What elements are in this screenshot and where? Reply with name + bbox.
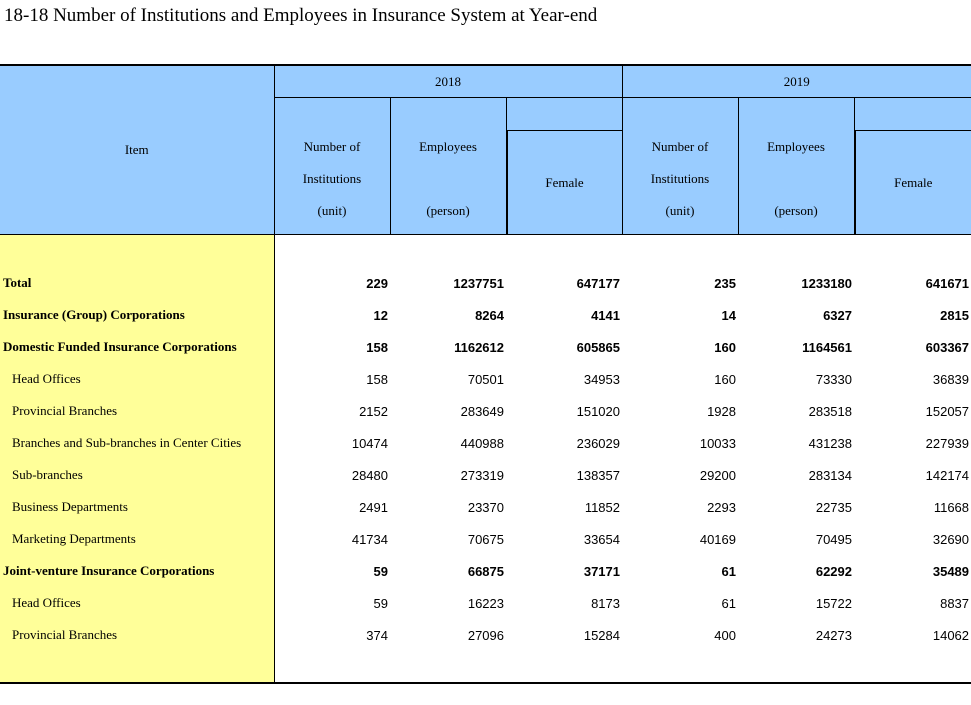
table-row <box>0 459 971 491</box>
cell-employees-2019: 431238 <box>808 435 852 451</box>
cell-institutions-2019: 61 <box>721 563 736 579</box>
table-row <box>0 523 971 555</box>
employees-header-2018: Employees (person) <box>390 98 506 235</box>
cell-female-2018: 37171 <box>583 563 620 579</box>
row-label: Business Departments <box>0 491 274 523</box>
row-label: Provincial Branches <box>0 619 274 651</box>
cell-female-2018: 8173 <box>591 595 620 611</box>
cell-employees-2018: 70501 <box>467 371 504 387</box>
table-row <box>0 363 971 395</box>
cell-female-2018: 605865 <box>576 339 620 355</box>
row-label: Total <box>0 267 274 299</box>
table-row <box>0 619 971 651</box>
cell-female-2019: 14062 <box>932 627 970 643</box>
cell-institutions-2018: 158 <box>366 339 388 355</box>
row-label: Domestic Funded Insurance Corporations <box>0 331 274 363</box>
cell-employees-2019: 24273 <box>815 627 852 643</box>
cell-employees-2018: 283649 <box>460 403 504 419</box>
cell-institutions-2019: 10033 <box>699 435 736 451</box>
cell-institutions-2019: 14 <box>721 307 736 323</box>
institutions-header-2019: Number of Institutions (unit) <box>622 98 738 235</box>
cell-female-2018: 33654 <box>583 531 620 547</box>
page-title: 18-18 Number of Institutions and Employees in Insurance System at Year-end <box>4 5 598 26</box>
cell-employees-2018: 1162612 <box>454 339 504 355</box>
cell-employees-2019: 1164561 <box>802 339 852 355</box>
cell-female-2019: 2815 <box>940 307 970 323</box>
cell-employees-2018: 8264 <box>475 307 504 323</box>
year-header-2019: 2019 <box>622 65 971 98</box>
row-label: Head Offices <box>0 363 274 395</box>
cell-institutions-2018: 59 <box>373 563 388 579</box>
table-row <box>0 491 971 523</box>
female-header-2018: Female <box>506 98 622 235</box>
cell-female-2019: 142174 <box>925 467 970 483</box>
cell-female-2018: 11852 <box>584 499 620 515</box>
cell-institutions-2019: 29200 <box>699 467 736 483</box>
table-row <box>0 299 971 331</box>
cell-institutions-2018: 2152 <box>359 403 388 419</box>
cell-employees-2019: 1233180 <box>801 275 852 291</box>
cell-institutions-2019: 2293 <box>707 499 736 515</box>
cell-institutions-2019: 61 <box>721 595 736 611</box>
cell-employees-2018: 70675 <box>467 531 504 547</box>
cell-employees-2019: 15722 <box>815 595 852 611</box>
institutions-header-2018: Number of Institutions (unit) <box>274 98 390 235</box>
cell-institutions-2019: 400 <box>714 627 736 643</box>
cell-female-2019: 36839 <box>932 371 970 387</box>
cell-institutions-2018: 229 <box>366 275 388 291</box>
cell-institutions-2019: 235 <box>714 275 736 291</box>
cell-female-2018: 34953 <box>583 371 620 387</box>
cell-employees-2018: 1237751 <box>453 275 504 291</box>
cell-employees-2019: 22735 <box>815 499 852 515</box>
row-label: Branches and Sub-branches in Center Cities <box>0 427 274 459</box>
cell-employees-2019: 6327 <box>823 307 852 323</box>
row-label: Provincial Branches <box>0 395 274 427</box>
cell-employees-2018: 16223 <box>467 595 504 611</box>
cell-institutions-2018: 41734 <box>351 531 388 547</box>
cell-institutions-2019: 40169 <box>699 531 736 547</box>
spacer-row <box>0 651 971 683</box>
cell-female-2019: 152057 <box>925 403 970 419</box>
row-label: Joint-venture Insurance Corporations <box>0 555 274 587</box>
cell-female-2019: 227939 <box>925 435 970 451</box>
cell-employees-2019: 283134 <box>808 467 852 483</box>
cell-female-2018: 647177 <box>576 275 620 291</box>
cell-female-2019: 35489 <box>932 563 970 579</box>
table-row <box>0 331 971 363</box>
cell-institutions-2018: 2491 <box>359 499 388 515</box>
cell-female-2018: 138357 <box>576 467 620 483</box>
statistics-table <box>0 64 971 684</box>
cell-employees-2018: 440988 <box>460 435 504 451</box>
cell-employees-2019: 73330 <box>815 371 852 387</box>
table-row <box>0 395 971 427</box>
cell-employees-2019: 283518 <box>808 403 852 419</box>
cell-female-2018: 236029 <box>576 435 620 451</box>
year-header-2018: 2018 <box>274 65 622 98</box>
cell-institutions-2019: 1928 <box>707 403 736 419</box>
table-row <box>0 427 971 459</box>
cell-female-2018: 151020 <box>576 403 620 419</box>
table-row <box>0 267 971 299</box>
cell-employees-2018: 273319 <box>460 467 504 483</box>
cell-institutions-2019: 160 <box>714 371 736 387</box>
cell-female-2019: 32690 <box>932 531 970 547</box>
row-label: Head Offices <box>0 587 274 619</box>
employees-header-2019: Employees (person) <box>738 98 854 235</box>
table-row <box>0 555 971 587</box>
row-label: Sub-branches <box>0 459 274 491</box>
cell-female-2018: 15284 <box>583 627 620 643</box>
cell-employees-2019: 70495 <box>815 531 852 547</box>
table-row <box>0 587 971 619</box>
cell-employees-2018: 66875 <box>467 563 504 579</box>
cell-employees-2018: 27096 <box>467 627 504 643</box>
cell-institutions-2018: 28480 <box>351 467 388 483</box>
cell-female-2019: 8837 <box>940 595 970 611</box>
cell-institutions-2018: 59 <box>373 595 388 611</box>
cell-female-2019: 641671 <box>925 275 970 291</box>
cell-institutions-2019: 160 <box>714 339 736 355</box>
female-header-2019: Female <box>854 98 971 235</box>
cell-female-2019: 11668 <box>933 499 970 515</box>
cell-employees-2019: 62292 <box>815 563 852 579</box>
row-label: Insurance (Group) Corporations <box>0 299 274 331</box>
cell-institutions-2018: 374 <box>366 627 388 643</box>
item-header: Item <box>0 65 274 235</box>
row-label: Marketing Departments <box>0 523 274 555</box>
cell-female-2019: 603367 <box>925 339 970 355</box>
cell-employees-2018: 23370 <box>467 499 504 515</box>
cell-institutions-2018: 158 <box>366 371 388 387</box>
cell-institutions-2018: 10474 <box>351 435 388 451</box>
cell-female-2018: 4141 <box>591 307 620 323</box>
spacer-row <box>0 235 971 267</box>
cell-institutions-2018: 12 <box>373 307 388 323</box>
